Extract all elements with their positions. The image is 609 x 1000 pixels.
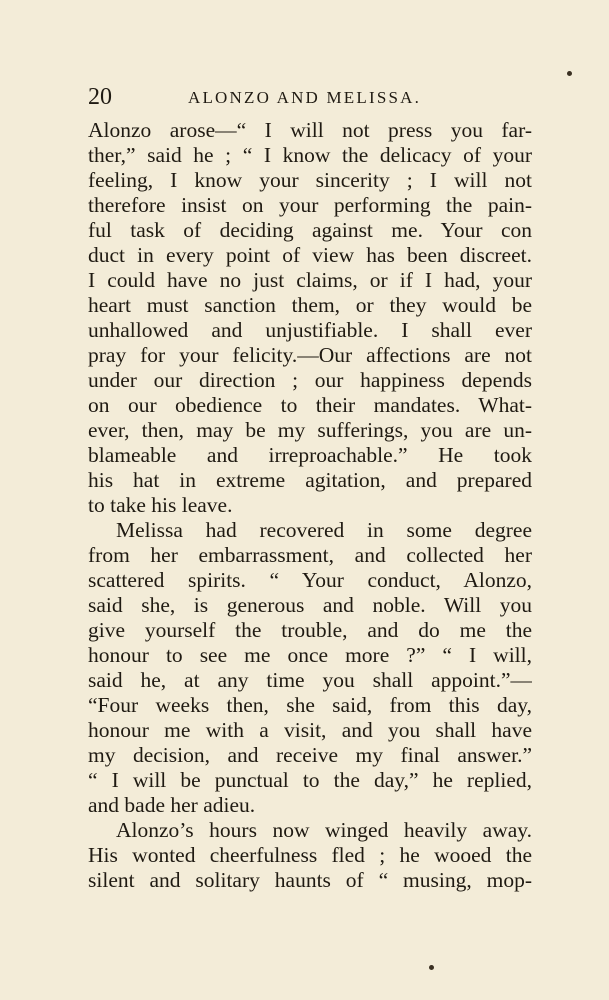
text-line: to take his leave. bbox=[88, 493, 233, 517]
text-line: blameable and irreproachable.” He took bbox=[88, 443, 532, 467]
text-line: ful task of deciding against me. Your con bbox=[88, 218, 532, 242]
text-line: duct in every point of view has been discreet. bbox=[88, 243, 532, 267]
text-line: Melissa had recovered in some degree bbox=[116, 518, 532, 542]
text-line: ever, then, may be my sufferings, you are un- bbox=[88, 418, 532, 442]
text-line: pray for your felicity.—Our affections are not bbox=[88, 343, 532, 367]
ink-speck bbox=[429, 965, 434, 970]
text-line: on our obedience to their mandates. What- bbox=[88, 393, 532, 417]
text-line: Alonzo’s hours now winged heavily away. bbox=[116, 818, 532, 842]
text-line: said he, at any time you shall appoint.”— bbox=[88, 668, 532, 692]
text-line: scattered spirits. “ Your conduct, Alonzo, bbox=[88, 568, 532, 592]
text-line: unhallowed and unjustifiable. I shall ever bbox=[88, 318, 532, 342]
running-head: ALONZO AND MELISSA. bbox=[188, 88, 422, 107]
text-line: give yourself the trouble, and do me the bbox=[88, 618, 532, 642]
text-line: my decision, and receive my final answer.” bbox=[88, 743, 532, 767]
text-line: honour me with a visit, and you shall have bbox=[88, 718, 532, 742]
body-text bbox=[88, 118, 532, 893]
text-line: I could have no just claims, or if I had, your bbox=[88, 268, 532, 292]
text-line: and bade her adieu. bbox=[88, 793, 256, 817]
page-header bbox=[88, 82, 532, 112]
text-line: said she, is generous and noble. Will you bbox=[88, 593, 532, 617]
text-line: from her embarrassment, and collected her bbox=[88, 543, 532, 567]
text-line: Alonzo arose—“ I will not press you far- bbox=[88, 118, 532, 142]
ink-speck bbox=[567, 71, 572, 76]
text-line: his hat in extreme agitation, and prepared bbox=[88, 468, 532, 492]
text-line: “Four weeks then, she said, from this day, bbox=[88, 693, 532, 717]
text-line: under our direction ; our happiness depends bbox=[88, 368, 532, 392]
text-line: feeling, I know your sincerity ; I will not bbox=[88, 168, 532, 192]
text-line: “ I will be punctual to the day,” he replied, bbox=[88, 768, 532, 792]
text-line: heart must sanction them, or they would be bbox=[88, 293, 532, 317]
page-number: 20 bbox=[88, 84, 112, 110]
text-line: ther,” said he ; “ I know the delicacy of your bbox=[88, 143, 532, 167]
text-line: silent and solitary haunts of “ musing, mop- bbox=[88, 868, 532, 892]
text-line: honour to see me once more ?” “ I will, bbox=[88, 643, 532, 667]
text-line: His wonted cheerfulness fled ; he wooed the bbox=[88, 843, 532, 867]
text-line: therefore insist on your performing the pain- bbox=[88, 193, 532, 217]
